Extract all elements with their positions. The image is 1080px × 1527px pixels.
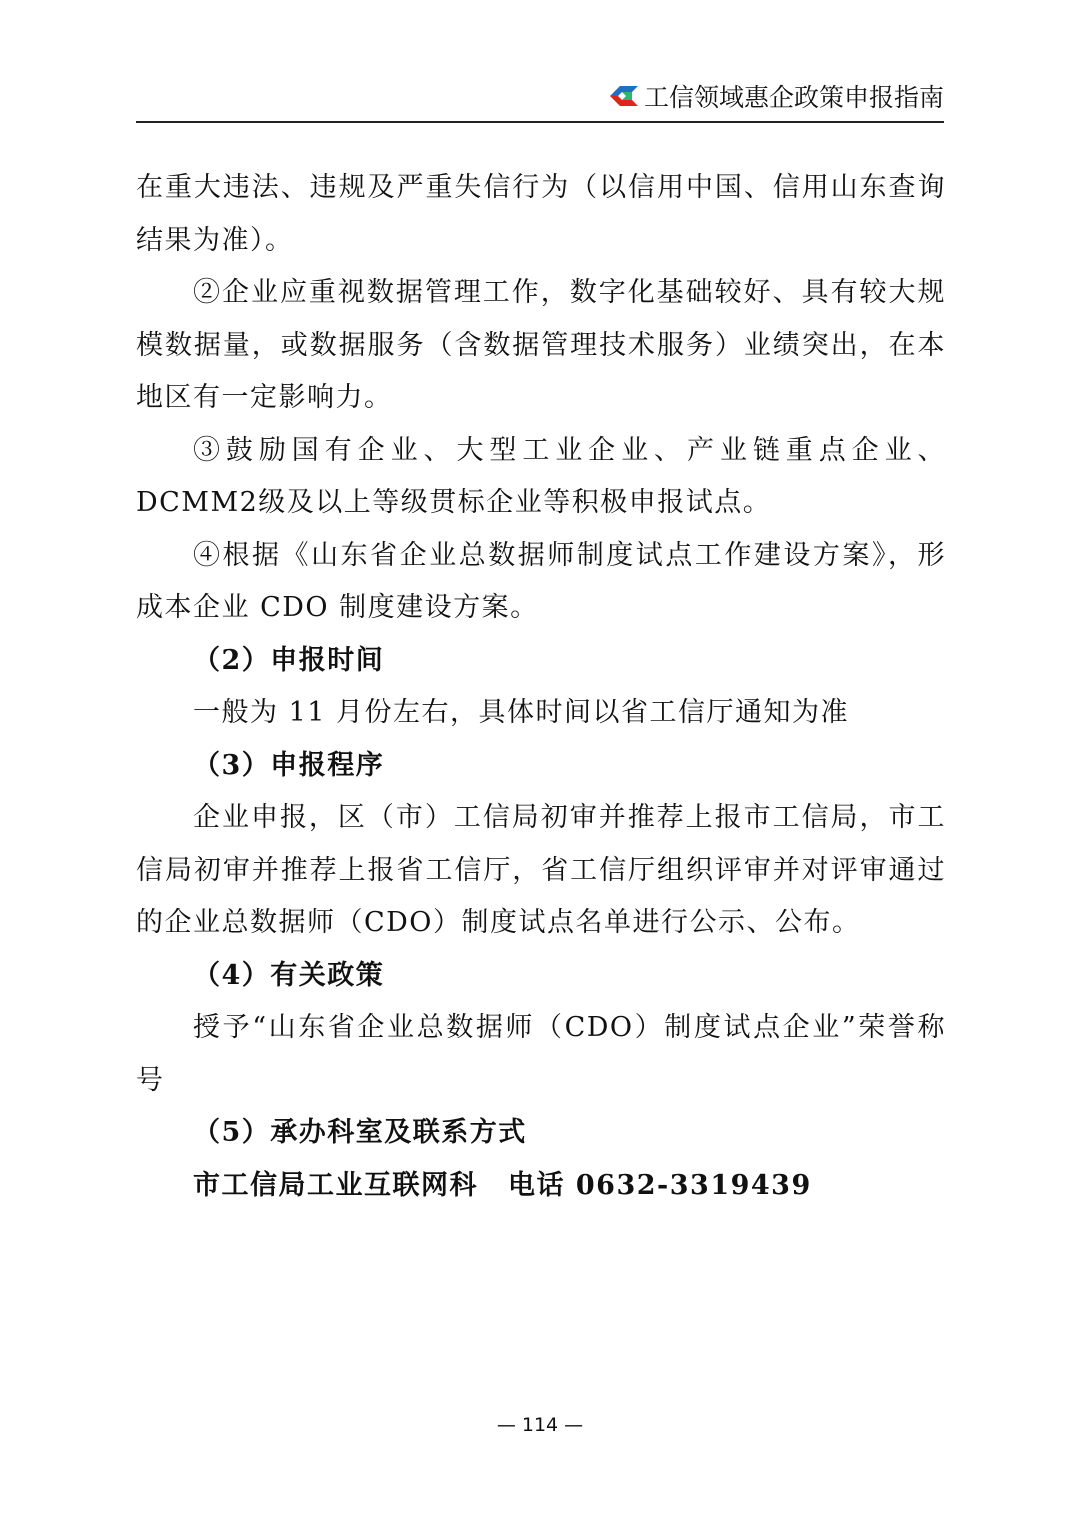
section-heading-application-time: （2）申报时间 (193, 644, 385, 676)
section-heading-related-policy: （4）有关政策 (193, 959, 385, 991)
page-header (608, 76, 944, 116)
paragraph-cdo-plan: ④根据《山东省企业总数据师制度试点工作建设方案》，形成本企业 CDO 制度建设方案。 (136, 539, 946, 623)
document-body (136, 162, 946, 1212)
section-heading-contact: （5）承办科室及联系方式 (193, 1117, 527, 1148)
paragraph-data-management: ②企业应重视数据管理工作，数字化基础较好、具有较大规模数据量，或数据服务（含数据管理技术服务）业绩突出，在本地区有一定影响力。 (136, 277, 946, 413)
paragraph-encouraged-enterprises: ③鼓励国有企业、大型工业企业、产业链重点企业、DCMM2级及以上等级贯标企业等积极申报试点。 (136, 434, 946, 518)
section-heading-application-procedure: （3）申报程序 (193, 749, 385, 781)
contact-line (136, 1160, 946, 1213)
page-number: — 114 — (496, 1414, 584, 1436)
header-divider (136, 121, 944, 123)
paragraph-related-policy: 授予“山东省企业总数据师（CDO）制度试点企业”荣誉称号 (136, 1012, 946, 1096)
paragraph-application-time: 一般为 11 月份左右，具体时间以省工信厅通知为准 (193, 697, 850, 728)
paragraph-credit-requirement: 在重大违法、违规及严重失信行为（以信用中国、信用山东查询结果为准）。 (136, 172, 946, 256)
contact-phone: 电话 0632-3319439 (508, 1169, 812, 1201)
guide-logo-icon (608, 82, 640, 110)
paragraph-application-procedure: 企业申报，区（市）工信局初审并推荐上报市工信局，市工信局初审并推荐上报省工信厅，省工信厅组织评审并对评审通过的企业总数据师（CDO）制度试点名单进行公示、公布。 (136, 802, 946, 938)
contact-department: 市工信局工业互联网科 (193, 1169, 478, 1201)
header-title: 工信领域惠企政策申报指南 (643, 83, 944, 112)
